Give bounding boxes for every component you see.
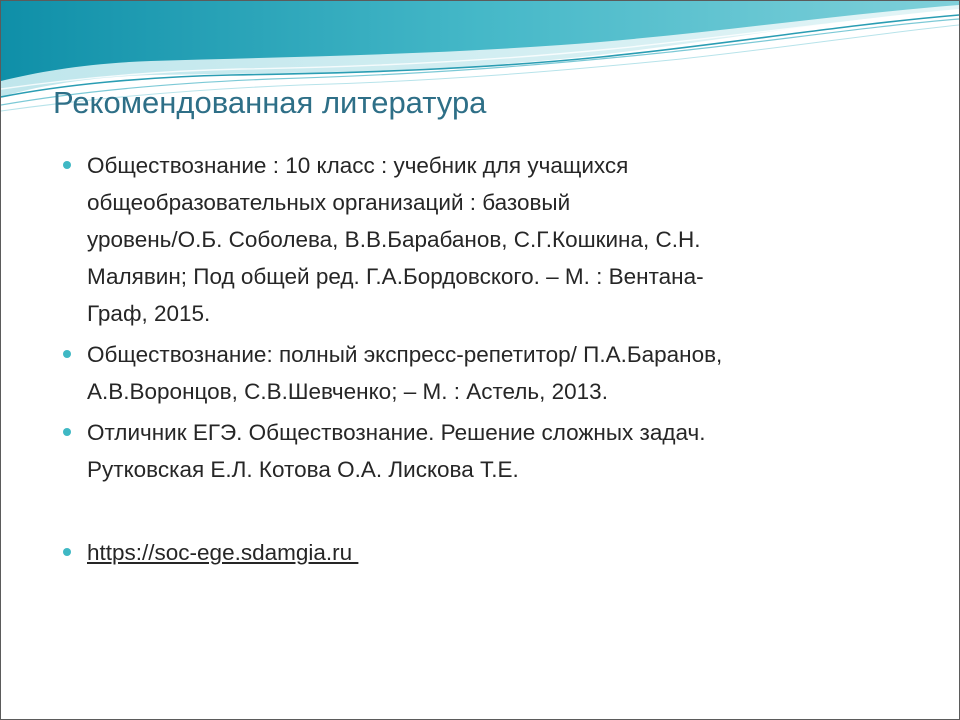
bullet-dot-icon bbox=[63, 428, 71, 436]
list-item bbox=[63, 147, 883, 332]
website-link[interactable]: https://soc-ege.sdamgia.ru bbox=[87, 540, 359, 565]
item-line: Рутковская Е.Л. Котова О.А. Лискова Т.Е. bbox=[87, 457, 519, 482]
item-line: уровень/О.Б. Соболева, В.В.Барабанов, С.Г.Кошкина, С.Н. bbox=[87, 227, 701, 252]
item-line: Обществознание: полный экспресс-репетитор/ П.А.Баранов, bbox=[87, 342, 723, 367]
list-item bbox=[63, 414, 883, 488]
item-line: Обществознание : 10 класс : учебник для учащихся bbox=[87, 153, 629, 178]
slide-title: Рекомендованная литература bbox=[53, 85, 487, 120]
bullet-dot-icon bbox=[63, 548, 71, 556]
item-line: Отличник ЕГЭ. Обществознание. Решение сложных задач. bbox=[87, 420, 706, 445]
bullet-dot-icon bbox=[63, 161, 71, 169]
list-item bbox=[63, 534, 883, 571]
item-line: общеобразовательных организаций : базовый bbox=[87, 190, 571, 215]
item-line: А.В.Воронцов, С.В.Шевченко; – М. : Астель, 2013. bbox=[87, 379, 608, 404]
item-line: Граф, 2015. bbox=[87, 301, 211, 326]
item-line: Малявин; Под общей ред. Г.А.Бордовского. – М. : Вентана- bbox=[87, 264, 704, 289]
list-item bbox=[63, 336, 883, 410]
literature-list bbox=[63, 147, 883, 571]
bullet-dot-icon bbox=[63, 350, 71, 358]
